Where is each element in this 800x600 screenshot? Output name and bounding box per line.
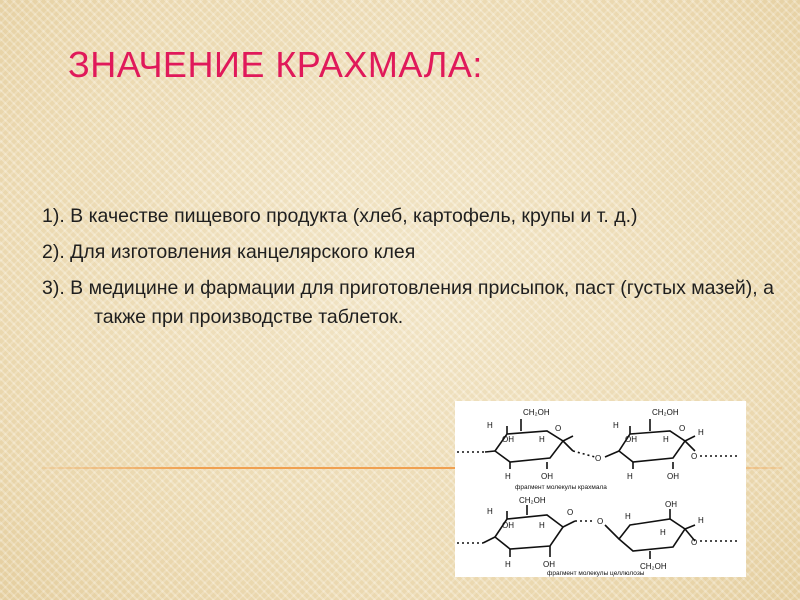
label-o: O	[595, 454, 602, 463]
label-h: H	[487, 421, 493, 430]
list-item-medicine: 3). В медицине и фармации для приготовления присыпок, паст (густых мазей), а также при производстве таблеток.	[42, 277, 774, 328]
label-o: O	[679, 424, 686, 433]
cellulose-caption: фрагмент молекулы целлюлозы	[547, 570, 645, 577]
label-oh: OH	[667, 472, 679, 481]
label-o: O	[691, 538, 698, 547]
label-o: O	[597, 517, 604, 526]
cellulose-labels	[487, 496, 704, 571]
list-item-food: 1). В качестве пищевого продукта (хлеб, картофель, крупы и т. д.)	[42, 205, 638, 227]
label-h: H	[487, 507, 493, 516]
label-oh: OH	[665, 500, 677, 509]
content-list	[42, 202, 777, 339]
label-h: H	[625, 512, 631, 521]
label-oh: OH	[541, 472, 553, 481]
label-o: O	[555, 424, 562, 433]
label-h: H	[613, 421, 619, 430]
label-ch2oh: CH₂OH	[519, 496, 546, 505]
label-o: O	[567, 508, 574, 517]
label-oh: OH	[502, 521, 514, 530]
label-h: H	[698, 428, 704, 437]
label-h: H	[539, 521, 545, 530]
label-ch2oh: CH₂OH	[652, 408, 679, 417]
label-oh: OH	[543, 560, 555, 569]
label-h: H	[660, 528, 666, 537]
label-h: H	[627, 472, 633, 481]
list-item-glue: 2). Для изготовления канцелярского клея	[42, 241, 416, 263]
label-h: H	[505, 560, 511, 569]
label-h: H	[505, 472, 511, 481]
label-h: H	[663, 435, 669, 444]
label-oh: OH	[502, 435, 514, 444]
slide-title: ЗНАЧЕНИЕ КРАХМАЛА:	[68, 44, 483, 85]
label-ch2oh: CH₂OH	[640, 562, 667, 571]
cellulose-fragment	[457, 505, 737, 559]
molecule-diagram	[455, 401, 746, 577]
starch-caption: фрагмент молекулы крахмала	[515, 484, 607, 491]
label-ch2oh: CH₂OH	[523, 408, 550, 417]
label-h: H	[698, 516, 704, 525]
molecule-structure-svg	[455, 401, 746, 577]
label-h: H	[539, 435, 545, 444]
label-o: O	[691, 452, 698, 461]
starch-labels	[487, 408, 704, 481]
label-oh: OH	[625, 435, 637, 444]
